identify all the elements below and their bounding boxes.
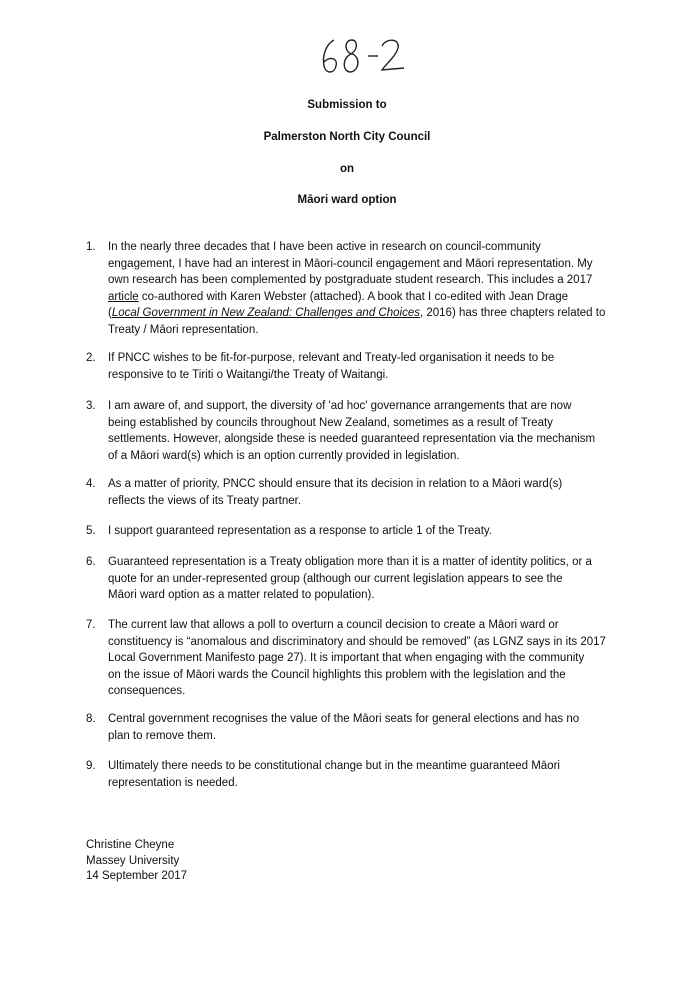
item-line: Local Government Manifesto page 27). It is important that when engaging with the community xyxy=(108,652,585,664)
item-line: If PNCC wishes to be fit-for-purpose, relevant and Treaty-led organisation it needs to be xyxy=(108,352,555,364)
item-line: constituency is “anomalous and discriminatory and should be removed” (as LGNZ says in its 2017 xyxy=(108,635,606,648)
item-line: Treaty / Māori representation. xyxy=(108,323,259,336)
item-text xyxy=(108,554,616,604)
heading-on: on xyxy=(339,163,355,175)
item-text xyxy=(108,617,616,700)
item-number: 5. xyxy=(86,525,96,537)
item-line: being established by councils throughout New Zealand, sometimes as a result of Treaty xyxy=(108,416,553,429)
item-text xyxy=(108,398,616,464)
item-line xyxy=(108,289,616,306)
signature-organisation: Massey University xyxy=(86,855,180,867)
item-text xyxy=(108,523,616,540)
item-text xyxy=(108,476,616,509)
item-line: Guaranteed representation is a Treaty obligation more than it is a matter of identity politics, or a xyxy=(108,556,592,568)
item-number: 2. xyxy=(86,352,96,364)
item-line: of a Māori ward(s) which is an option currently provided in legislation. xyxy=(108,449,460,462)
handwritten-reference-mark xyxy=(318,32,408,78)
item-number: 4. xyxy=(86,478,96,490)
item-line: on the issue of Māori wards the Council highlights this problem with the legislation and the xyxy=(108,668,566,681)
signature-date: 14 September 2017 xyxy=(86,870,188,882)
item-number: 6. xyxy=(86,556,96,568)
item-line: Ultimately there needs to be constitutional change but in the meantime guaranteed Māori xyxy=(108,760,560,772)
item-line: reflects the views of its Treaty partner. xyxy=(108,494,302,507)
heading-council: Palmerston North City Council xyxy=(263,131,431,143)
item-text xyxy=(108,239,616,338)
heading-submission-to: Submission to xyxy=(307,99,387,111)
signature-name: Christine Cheyne xyxy=(86,839,175,851)
item-line xyxy=(108,305,616,322)
item-line: I support guaranteed representation as a response to article 1 of the Treaty. xyxy=(108,525,492,537)
item-text xyxy=(108,758,616,791)
item-text xyxy=(108,711,616,744)
item-number: 1. xyxy=(86,241,96,253)
article-link[interactable]: article xyxy=(108,290,139,303)
item-line: In the nearly three decades that I have been active in research on council-community xyxy=(108,241,541,253)
item-line: quote for an under-represented group (although our current legislation appears to see the xyxy=(108,572,563,585)
item-line: representation is needed. xyxy=(108,776,238,789)
paren-open: ( xyxy=(108,307,112,319)
book-title-link[interactable]: Local Government in New Zealand: Challenges and Choices xyxy=(111,307,420,319)
item-line: engagement, I have had an interest in Māori-council engagement and Māori representation. My xyxy=(108,257,593,270)
item-number: 3. xyxy=(86,400,96,412)
heading-topic: Māori ward option xyxy=(297,194,397,206)
item-text xyxy=(108,350,616,383)
item-line: Central government recognises the value of the Māori seats for general elections and has no xyxy=(108,713,580,725)
item-line: The current law that allows a poll to overturn a council decision to create a Māori ward or xyxy=(108,619,559,631)
item-line: Māori ward option as a matter related to population). xyxy=(108,589,375,601)
item-line: consequences. xyxy=(108,685,186,697)
item-line: responsive to te Tiriti o Waitangi/the Treaty of Waitangi. xyxy=(108,368,389,381)
item-line: settlements. However, alongside these is needed guaranteed representation via the mechanism xyxy=(108,433,596,445)
item-number: 9. xyxy=(86,760,96,772)
item-line-rest: , 2016) has three chapters related to xyxy=(419,307,606,319)
item-line-rest: co-authored with Karen Webster (attached). A book that I co-edited with Jean Drage xyxy=(138,290,569,303)
item-line: I am aware of, and support, the diversity of 'ad hoc' governance arrangements that are now xyxy=(108,400,572,412)
item-line: As a matter of priority, PNCC should ensure that its decision in relation to a Māori ward(s) xyxy=(108,478,563,490)
item-number: 7. xyxy=(86,619,96,631)
item-number: 8. xyxy=(86,713,96,725)
item-line: own research has been complemented by postgraduate student research. This includes a 2017 xyxy=(108,274,593,286)
item-line: plan to remove them. xyxy=(108,729,217,742)
